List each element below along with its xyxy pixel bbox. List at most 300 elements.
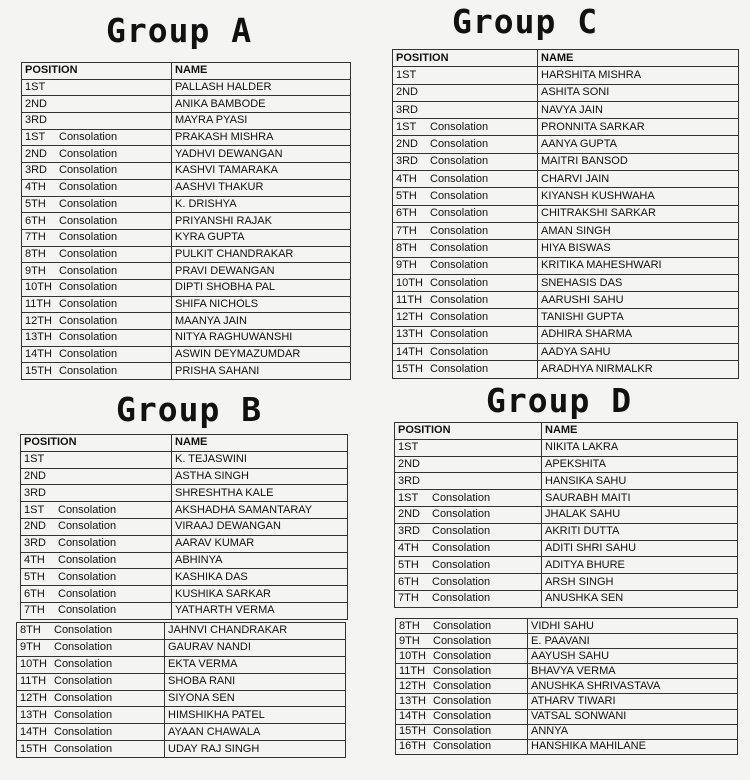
position-consolation: Consolation <box>433 634 492 647</box>
position-cell <box>21 602 172 619</box>
position-ordinal: 3RD <box>396 155 419 168</box>
group-b-table-part2 <box>16 622 346 758</box>
table-row <box>396 739 738 754</box>
name-cell: AASHVI THAKUR <box>172 179 351 196</box>
table-header-row <box>393 50 739 67</box>
table-row <box>22 196 351 213</box>
position-cell <box>395 523 542 540</box>
name-cell: SNEHASIS DAS <box>538 274 739 291</box>
name-cell: AANYA GUPTA <box>538 136 739 153</box>
position-ordinal: 9TH <box>396 259 417 272</box>
table-row <box>393 67 739 84</box>
table-row <box>17 741 346 758</box>
name-cell: NITYA RAGHUWANSHI <box>172 330 351 347</box>
position-consolation: Consolation <box>430 259 489 272</box>
position-ordinal: 2ND <box>398 508 421 521</box>
group-b-table-part1 <box>20 434 348 620</box>
name-cell: YADHVI DEWANGAN <box>172 146 351 163</box>
position-ordinal: 13TH <box>20 708 47 721</box>
position-cell <box>393 274 538 291</box>
name-cell: BHAVYA VERMA <box>528 664 738 679</box>
position-consolation: Consolation <box>59 314 118 327</box>
position-cell <box>21 552 172 569</box>
table-row <box>395 439 738 456</box>
position-ordinal: 4TH <box>24 553 45 566</box>
position-ordinal: 12TH <box>25 314 52 327</box>
position-consolation: Consolation <box>59 147 118 160</box>
position-cell <box>22 296 172 313</box>
position-ordinal: 13TH <box>25 331 52 344</box>
name-cell: PRISHA SAHANI <box>172 363 351 380</box>
position-ordinal: 15TH <box>20 742 47 755</box>
position-cell <box>21 468 172 485</box>
table-header-row <box>21 435 348 452</box>
position-cell <box>395 590 542 607</box>
table-row <box>17 724 346 741</box>
position-cell <box>21 451 172 468</box>
position-consolation: Consolation <box>433 740 492 753</box>
position-consolation: Consolation <box>433 679 492 692</box>
name-cell: MAANYA JAIN <box>172 313 351 330</box>
position-ordinal: 6TH <box>398 575 419 588</box>
name-cell: ANIKA BAMBODE <box>172 96 351 113</box>
position-cell <box>22 196 172 213</box>
table-row <box>17 623 346 640</box>
name-cell: HARSHITA MISHRA <box>538 67 739 84</box>
table-row <box>393 205 739 222</box>
table-row <box>17 690 346 707</box>
name-cell: KIYANSH KUSHWAHA <box>538 188 739 205</box>
position-ordinal: 3RD <box>24 537 47 550</box>
table-row <box>395 523 738 540</box>
position-consolation: Consolation <box>54 675 113 688</box>
position-ordinal: 10TH <box>25 281 52 294</box>
position-ordinal: 7TH <box>25 231 46 244</box>
name-cell: ADITYA BHURE <box>542 557 738 574</box>
position-ordinal: 10TH <box>20 658 47 671</box>
position-cell <box>393 361 538 378</box>
position-consolation: Consolation <box>59 297 118 310</box>
position-ordinal: 12TH <box>396 311 423 324</box>
table-header-row <box>22 63 351 80</box>
position-cell <box>22 279 172 296</box>
name-cell: ASWIN DEYMAZUMDAR <box>172 346 351 363</box>
table-row <box>393 136 739 153</box>
table-row <box>22 129 351 146</box>
position-cell <box>395 456 542 473</box>
position-cell <box>393 205 538 222</box>
position-ordinal: 8TH <box>396 241 417 254</box>
group-b-title: Group B <box>116 390 263 429</box>
table-row <box>396 634 738 649</box>
table-row <box>22 346 351 363</box>
position-cell <box>393 153 538 170</box>
position-ordinal: 2ND <box>25 147 48 160</box>
position-consolation: Consolation <box>59 181 118 194</box>
position-cell <box>393 326 538 343</box>
table-row <box>396 619 738 634</box>
name-cell: UDAY RAJ SINGH <box>165 741 346 758</box>
position-consolation: Consolation <box>433 710 492 723</box>
table-row <box>21 485 348 502</box>
position-consolation: Consolation <box>432 558 491 571</box>
position-ordinal: 7TH <box>398 592 419 605</box>
position-header: POSITION <box>21 435 172 452</box>
name-cell: HIYA BISWAS <box>538 240 739 257</box>
name-cell: DIPTI SHOBHA PAL <box>172 279 351 296</box>
name-cell: PALLASH HALDER <box>172 79 351 96</box>
position-ordinal: 9TH <box>399 634 420 647</box>
group-c-title: Group C <box>452 2 599 41</box>
position-consolation: Consolation <box>430 172 489 185</box>
name-cell: ADITI SHRI SAHU <box>542 540 738 557</box>
position-consolation: Consolation <box>59 281 118 294</box>
position-cell <box>22 146 172 163</box>
position-ordinal: 2ND <box>396 138 419 151</box>
table-row <box>21 451 348 468</box>
name-cell: KASHVI TAMARAKA <box>172 163 351 180</box>
table-row <box>393 344 739 361</box>
name-cell: PULKIT CHANDRAKAR <box>172 246 351 263</box>
table-row <box>395 574 738 591</box>
position-ordinal: 9TH <box>25 264 46 277</box>
position-ordinal: 3RD <box>24 486 47 499</box>
name-cell: AAYUSH SAHU <box>528 649 738 664</box>
name-cell: GAURAV NANDI <box>165 639 346 656</box>
table-row <box>21 569 348 586</box>
position-cell <box>22 313 172 330</box>
position-cell <box>395 490 542 507</box>
table-row <box>393 119 739 136</box>
name-cell: VIDHI SAHU <box>528 619 738 634</box>
position-ordinal: 7TH <box>396 224 417 237</box>
position-consolation: Consolation <box>430 311 489 324</box>
table-row <box>393 101 739 118</box>
table-row <box>21 518 348 535</box>
position-consolation: Consolation <box>58 604 117 617</box>
position-cell <box>393 119 538 136</box>
position-consolation: Consolation <box>59 264 118 277</box>
position-ordinal: 3RD <box>398 525 421 538</box>
table-row <box>21 586 348 603</box>
table-row <box>393 274 739 291</box>
position-cell <box>22 363 172 380</box>
name-cell: PRAVI DEWANGAN <box>172 263 351 280</box>
name-cell: VIRAAJ DEWANGAN <box>172 518 348 535</box>
position-ordinal: 7TH <box>24 604 45 617</box>
position-ordinal: 1ST <box>396 120 417 133</box>
table-row <box>22 363 351 380</box>
table-row <box>393 257 739 274</box>
position-cell <box>396 724 528 739</box>
position-ordinal: 10TH <box>399 649 426 662</box>
position-consolation: Consolation <box>59 131 118 144</box>
position-consolation: Consolation <box>432 575 491 588</box>
position-cell <box>393 240 538 257</box>
name-cell: AYAAN CHAWALA <box>165 724 346 741</box>
position-cell <box>22 330 172 347</box>
position-cell <box>22 96 172 113</box>
table-row <box>393 240 739 257</box>
table-row <box>393 222 739 239</box>
position-ordinal: 12TH <box>399 679 426 692</box>
position-cell <box>17 741 165 758</box>
table-row <box>21 502 348 519</box>
position-consolation: Consolation <box>54 641 113 654</box>
name-cell: VATSAL SONWANI <box>528 709 738 724</box>
position-consolation: Consolation <box>58 553 117 566</box>
position-header: POSITION <box>393 50 538 67</box>
position-ordinal: 1ST <box>25 131 46 144</box>
name-cell: PRONNITA SARKAR <box>538 119 739 136</box>
position-consolation: Consolation <box>433 664 492 677</box>
position-ordinal: 1ST <box>396 68 417 81</box>
position-ordinal: 8TH <box>399 619 420 632</box>
position-cell <box>393 222 538 239</box>
position-header: POSITION <box>395 423 542 440</box>
position-cell <box>396 694 528 709</box>
name-header: NAME <box>172 435 348 452</box>
position-cell <box>393 136 538 153</box>
position-cell <box>393 344 538 361</box>
position-ordinal: 5TH <box>398 558 419 571</box>
position-cell <box>395 506 542 523</box>
position-cell <box>393 67 538 84</box>
position-ordinal: 1ST <box>25 81 46 94</box>
position-consolation: Consolation <box>430 224 489 237</box>
position-cell <box>17 673 165 690</box>
position-cell <box>393 292 538 309</box>
table-row <box>395 490 738 507</box>
position-cell <box>17 707 165 724</box>
position-ordinal: 9TH <box>20 641 41 654</box>
name-cell: EKTA VERMA <box>165 656 346 673</box>
table-row <box>22 330 351 347</box>
name-cell: PRIYANSHI RAJAK <box>172 213 351 230</box>
name-cell: PRAKASH MISHRA <box>172 129 351 146</box>
name-header: NAME <box>538 50 739 67</box>
position-consolation: Consolation <box>430 120 489 133</box>
position-consolation: Consolation <box>54 708 113 721</box>
name-cell: MAYRA PYASI <box>172 113 351 130</box>
position-consolation: Consolation <box>433 695 492 708</box>
name-cell: KUSHIKA SARKAR <box>172 586 348 603</box>
position-ordinal: 14TH <box>25 348 52 361</box>
table-row <box>22 179 351 196</box>
position-ordinal: 8TH <box>25 247 46 260</box>
position-ordinal: 3RD <box>398 474 421 487</box>
position-ordinal: 15TH <box>399 725 426 738</box>
table-row <box>22 146 351 163</box>
group-c-table <box>392 49 739 379</box>
position-consolation: Consolation <box>433 649 492 662</box>
table-row <box>393 84 739 101</box>
position-consolation: Consolation <box>58 537 117 550</box>
position-cell <box>21 569 172 586</box>
position-ordinal: 12TH <box>20 692 47 704</box>
position-cell <box>395 439 542 456</box>
name-cell: AADYA SAHU <box>538 344 739 361</box>
position-consolation: Consolation <box>54 742 113 755</box>
name-cell: ADHIRA SHARMA <box>538 326 739 343</box>
position-cell <box>396 634 528 649</box>
position-consolation: Consolation <box>430 345 489 358</box>
table-row <box>22 79 351 96</box>
name-cell: YATHARTH VERMA <box>172 602 348 619</box>
name-cell: JAHNVI CHANDRAKAR <box>165 623 346 640</box>
group-d-table-part1 <box>394 422 738 608</box>
name-cell: SIYONA SEN <box>165 690 346 707</box>
name-cell: AKSHADHA SAMANTARAY <box>172 502 348 519</box>
position-cell <box>22 263 172 280</box>
table-row <box>21 468 348 485</box>
position-consolation: Consolation <box>430 241 489 254</box>
position-cell <box>21 485 172 502</box>
name-header: NAME <box>172 63 351 80</box>
position-cell <box>17 724 165 741</box>
name-cell: CHARVI JAIN <box>538 171 739 188</box>
table-row <box>393 361 739 378</box>
table-row <box>22 113 351 130</box>
position-cell <box>17 623 165 640</box>
table-row <box>22 229 351 246</box>
position-consolation: Consolation <box>430 276 489 289</box>
position-consolation: Consolation <box>430 155 489 168</box>
position-ordinal: 6TH <box>24 587 45 600</box>
position-ordinal: 11TH <box>25 297 52 310</box>
table-row <box>396 724 738 739</box>
table-row <box>395 557 738 574</box>
position-cell <box>22 213 172 230</box>
position-consolation: Consolation <box>58 587 117 600</box>
position-ordinal: 16TH <box>399 740 426 753</box>
position-cell <box>395 540 542 557</box>
table-row <box>396 664 738 679</box>
name-cell: AARAV KUMAR <box>172 535 348 552</box>
table-row <box>21 535 348 552</box>
position-ordinal: 11TH <box>399 664 426 677</box>
table-header-row <box>395 423 738 440</box>
table-row <box>393 171 739 188</box>
position-cell <box>396 649 528 664</box>
position-ordinal: 15TH <box>25 364 52 377</box>
table-row <box>395 590 738 607</box>
position-consolation: Consolation <box>432 508 491 521</box>
position-ordinal: 4TH <box>25 181 46 194</box>
name-cell: ATHARV TIWARI <box>528 694 738 709</box>
position-consolation: Consolation <box>430 293 489 306</box>
position-consolation: Consolation <box>430 207 489 220</box>
name-cell: E. PAAVANI <box>528 634 738 649</box>
position-ordinal: 15TH <box>396 362 423 375</box>
table-row <box>22 163 351 180</box>
table-row <box>22 213 351 230</box>
position-cell <box>22 113 172 130</box>
position-cell <box>393 309 538 326</box>
position-cell <box>395 557 542 574</box>
group-a-title: Group A <box>106 11 253 50</box>
position-ordinal: 1ST <box>24 503 45 516</box>
name-cell: CHITRAKSHI SARKAR <box>538 205 739 222</box>
position-cell <box>396 664 528 679</box>
position-ordinal: 13TH <box>399 695 426 708</box>
table-row <box>21 602 348 619</box>
group-d-title: Group D <box>486 381 633 420</box>
position-ordinal: 5TH <box>25 197 46 210</box>
name-cell: SHIFA NICHOLS <box>172 296 351 313</box>
position-consolation: Consolation <box>59 348 118 361</box>
position-cell <box>393 257 538 274</box>
position-cell <box>396 709 528 724</box>
position-consolation: Consolation <box>59 197 118 210</box>
position-ordinal: 6TH <box>25 214 46 227</box>
position-cell <box>396 619 528 634</box>
position-ordinal: 11TH <box>396 293 423 306</box>
name-cell: TANISHI GUPTA <box>538 309 739 326</box>
position-consolation: Consolation <box>58 503 117 516</box>
position-consolation: Consolation <box>430 190 489 203</box>
position-consolation: Consolation <box>59 164 118 177</box>
position-ordinal: 5TH <box>24 570 45 583</box>
table-row <box>22 246 351 263</box>
position-consolation: Consolation <box>54 624 113 637</box>
position-cell <box>393 84 538 101</box>
table-row <box>21 552 348 569</box>
name-cell: SHOBA RANI <box>165 673 346 690</box>
position-consolation: Consolation <box>59 214 118 227</box>
table-row <box>396 694 738 709</box>
position-ordinal: 1ST <box>398 441 419 454</box>
position-ordinal: 11TH <box>20 675 47 688</box>
position-ordinal: 13TH <box>396 328 423 341</box>
position-consolation: Consolation <box>430 138 489 151</box>
table-row <box>396 649 738 664</box>
name-cell: AMAN SINGH <box>538 222 739 239</box>
position-ordinal: 6TH <box>396 207 417 220</box>
position-cell <box>393 188 538 205</box>
position-ordinal: 2ND <box>25 97 48 110</box>
position-ordinal: 4TH <box>396 172 417 185</box>
position-consolation: Consolation <box>54 658 113 671</box>
table-row <box>395 540 738 557</box>
position-cell <box>22 179 172 196</box>
table-row <box>22 96 351 113</box>
position-cell <box>21 535 172 552</box>
position-consolation: Consolation <box>430 328 489 341</box>
position-ordinal: 2ND <box>398 457 421 470</box>
name-cell: JHALAK SAHU <box>542 506 738 523</box>
position-consolation: Consolation <box>54 692 113 704</box>
position-consolation: Consolation <box>58 520 117 533</box>
position-ordinal: 8TH <box>20 624 41 637</box>
position-cell <box>22 163 172 180</box>
position-cell <box>17 690 165 707</box>
position-consolation: Consolation <box>433 619 492 632</box>
position-consolation: Consolation <box>59 331 118 344</box>
name-cell: ARADHYA NIRMALKR <box>538 361 739 378</box>
position-ordinal: 1ST <box>24 453 45 466</box>
position-consolation: Consolation <box>59 231 118 244</box>
name-cell: K. DRISHYA <box>172 196 351 213</box>
table-row <box>393 326 739 343</box>
position-consolation: Consolation <box>59 364 118 377</box>
name-cell: ANUSHKA SHRIVASTAVA <box>528 679 738 694</box>
position-consolation: Consolation <box>433 725 492 738</box>
table-row <box>393 188 739 205</box>
position-consolation: Consolation <box>430 362 489 375</box>
position-ordinal: 2ND <box>24 520 47 533</box>
position-cell <box>393 101 538 118</box>
